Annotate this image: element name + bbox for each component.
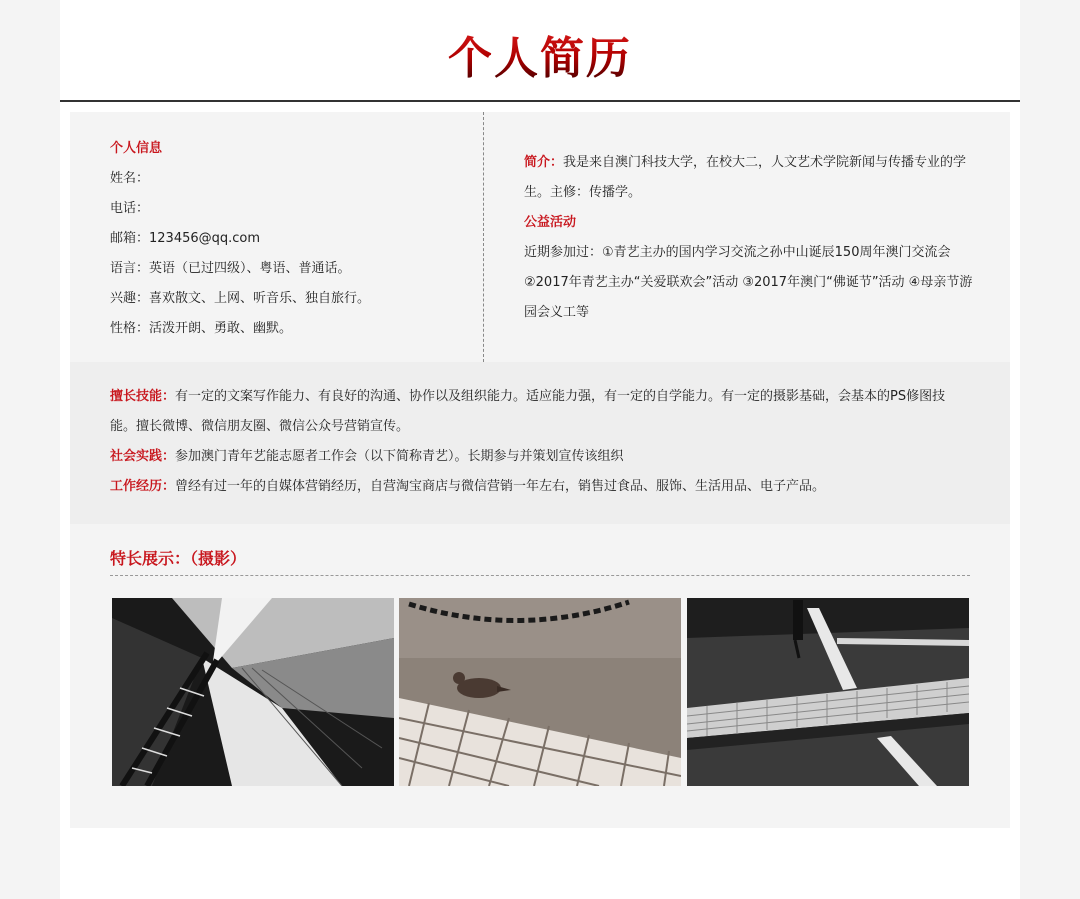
intro-column (524, 148, 974, 328)
practice-paragraph (110, 442, 970, 472)
practice-label: 社会实践： (110, 449, 176, 464)
personality-line: 性格：活泼开朗、勇敢、幽默。 (110, 321, 293, 336)
language-line: 语言：英语（已过四级）、粤语、普通话。 (110, 261, 351, 276)
intro-paragraph (524, 148, 974, 208)
email-line: 邮箱：123456@qq.com (110, 231, 261, 246)
skills-text: 有一定的文案写作能力、有良好的沟通、协作以及组织能力。适应能力强，有一定的自学能力。有一定的摄影基础，会基本的PS修图技能。擅长微博、微信朋友圈、微信公众号营销宣传。 (110, 389, 946, 434)
pigeon-photo[interactable] (399, 598, 681, 786)
skills-section (70, 362, 1010, 524)
work-paragraph (110, 472, 970, 502)
personal-info (110, 134, 470, 344)
crosswalk-photo[interactable] (687, 598, 969, 786)
work-label: 工作经历： (110, 479, 176, 494)
resume-page (60, 0, 1020, 899)
gallery-title: 特长展示：（摄影） (110, 546, 970, 576)
page-title: 个人简历 (60, 22, 1020, 86)
intro-label: 简介： (524, 155, 564, 170)
gallery-section (70, 524, 1010, 828)
column-divider (483, 112, 484, 362)
skills-label: 擅长技能： (110, 389, 176, 404)
personal-info-heading: 个人信息 (110, 141, 163, 156)
skills-content (110, 382, 970, 502)
practice-text: 参加澳门青年艺能志愿者工作会（以下简称青艺）。长期参与并策划宣传该组织 (175, 449, 624, 464)
phone-line: 电话： (110, 201, 150, 216)
header (60, 0, 1020, 102)
charity-text: 近期参加过：①青艺主办的国内学习交流之孙中山诞辰150周年澳门交流会 ②2017年青艺主办“关爱联欢会”活动 ③2017年澳门“佛诞节”活动 ④母亲节游园会义工等 (524, 245, 973, 320)
charity-heading: 公益活动 (524, 215, 577, 230)
hobby-line: 兴趣：喜欢散文、上网、听音乐、独自旅行。 (110, 291, 371, 306)
name-line: 姓名： (110, 171, 150, 186)
intro-text: 我是来自澳门科技大学，在校大二，人文艺术学院新闻与传播专业的学生。主修：传播学。 (524, 155, 967, 200)
work-text: 曾经有过一年的自媒体营销经历，自营淘宝商店与微信营销一年左右，销售过食品、服饰、生活用品、电子产品。 (175, 479, 826, 494)
skills-paragraph (110, 382, 970, 442)
architecture-photo[interactable] (112, 598, 394, 786)
info-section (70, 112, 1010, 362)
